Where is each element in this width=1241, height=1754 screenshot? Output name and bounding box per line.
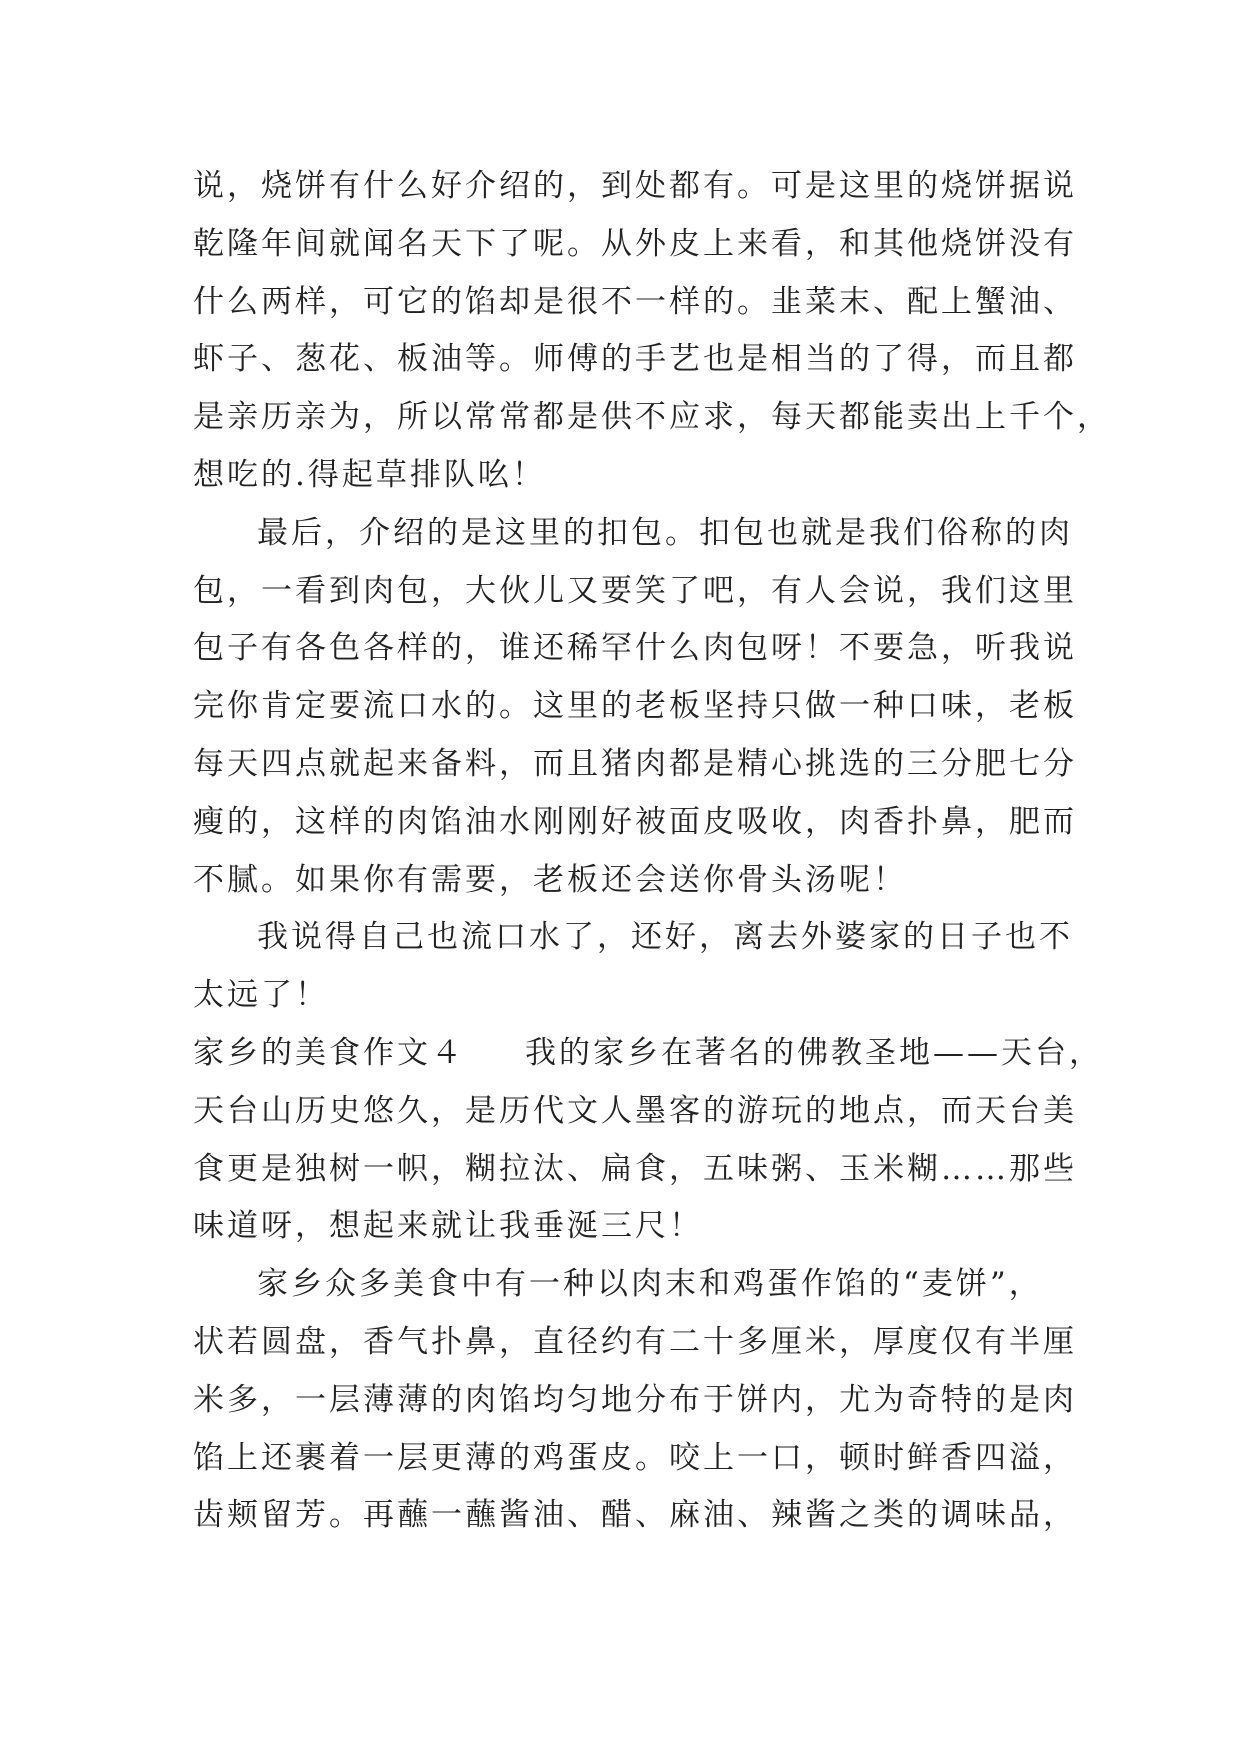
text-line: 家乡众多美食中有一种以肉末和鸡蛋作馅的“麦饼”，: [257, 1266, 1043, 1303]
text-line: 包子有各色各样的，谁还稀罕什么肉包呀！不要急，听我说: [193, 630, 1077, 667]
text-line: 状若圆盘，香气扑鼻，直径约有二十多厘米，厚度仅有半厘: [193, 1323, 1077, 1360]
section-heading-title: 家乡的美食作文４: [193, 1034, 465, 1071]
text-line: 乾隆年间就闻名天下了呢。从外皮上来看，和其他烧饼没有: [193, 225, 1077, 262]
text-line: 什么两样，可它的馅却是很不一样的。韭菜末、配上蟹油、: [193, 283, 1077, 320]
text-line: 说，烧饼有什么好介绍的，到处都有。可是这里的烧饼据说: [193, 168, 1077, 204]
text-line: 想吃的.得起草排队吆！: [193, 456, 546, 493]
paragraph-group-2: [193, 1083, 1077, 1545]
text-line: 包，一看到肉包，大伙儿又要笑了吧，有人会说，我们这里: [193, 572, 1077, 609]
text-line: 每天四点就起来备料，而且猪肉都是精心挑选的三分肥七分: [193, 745, 1077, 782]
text-line: 馅上还裹着一层更薄的鸡蛋皮。咬上一口，顿时鲜香四溢，: [193, 1439, 1077, 1476]
text-line: 最后，介绍的是这里的扣包。扣包也就是我们俗称的肉: [257, 514, 1073, 551]
text-line: 齿颊留芳。再蘸一蘸酱油、醋、麻油、辣酱之类的调味品，: [193, 1497, 1077, 1534]
text-line: 不腻。如果你有需要，老板还会送你骨头汤呢！: [193, 861, 907, 898]
section-heading-text: 我的家乡在著名的佛教圣地——天台，: [525, 1034, 1103, 1071]
text-line: 米多，一层薄薄的肉馅均匀地分布于饼内，尤为奇特的是肉: [193, 1381, 1077, 1418]
body-text: [193, 158, 1111, 1545]
text-line: 食更是独树一帜，糊拉汰、扁食，五味粥、玉米糊……那些: [193, 1150, 1077, 1187]
text-line: 是亲历亲为，所以常常都是供不应求，每天都能卖出上千个，: [193, 399, 1111, 436]
text-line: 天台山历史悠久，是历代文人墨客的游玩的地点，而天台美: [193, 1092, 1077, 1129]
text-line: 完你肯定要流口水的。这里的老板坚持只做一种口味，老板: [193, 688, 1077, 725]
section-heading-line: [193, 1025, 1103, 1083]
text-line: 瘦的，这样的肉馅油水刚刚好被面皮吸收，肉香扑鼻，肥而: [193, 803, 1077, 840]
paragraph-group-1: [193, 158, 1111, 1025]
text-line: 我说得自己也流口水了，还好，离去外婆家的日子也不: [257, 919, 1073, 956]
text-line: 太远了！: [193, 977, 329, 1014]
text-line: 味道呀，想起来就让我垂涎三尺！: [193, 1208, 703, 1245]
text-line: 虾子、葱花、板油等。师傅的手艺也是相当的了得，而且都: [193, 341, 1077, 378]
